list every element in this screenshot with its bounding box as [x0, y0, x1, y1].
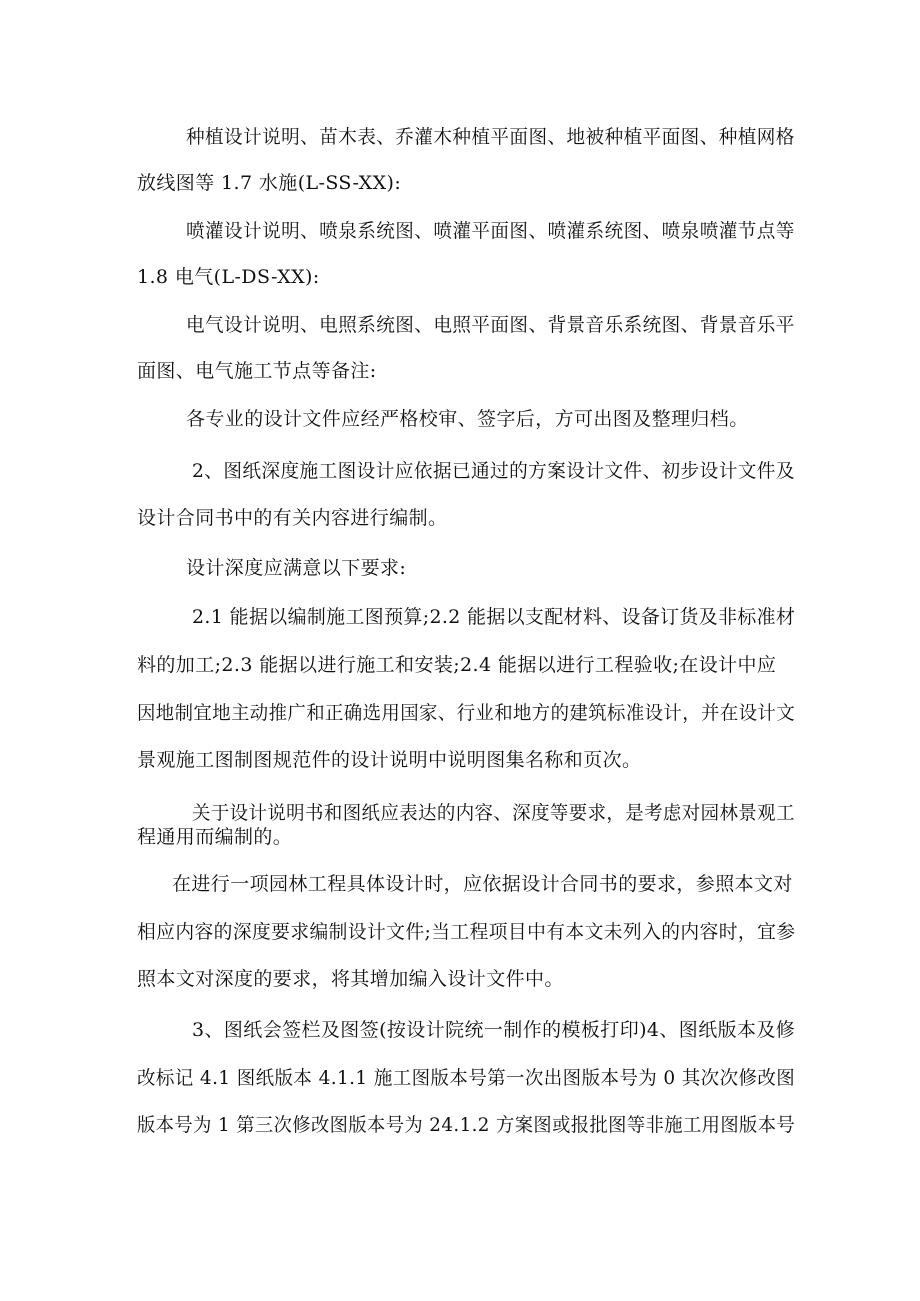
text-line: 料的加工;2.3 能据以进行施工和安装;2.4 能据以进行工程验收;在设计中应: [137, 654, 777, 676]
text-line: 设计深度应满意以下要求:: [186, 557, 407, 579]
text-line: 设计合同书中的有关内容进行编制。: [137, 507, 448, 529]
text-line: 面图、电气施工节点等备注:: [137, 360, 377, 382]
text-line: 因地制宜地主动推广和正确选用国家、行业和地方的建筑标准设计，并在设计文: [137, 702, 796, 724]
text-line: 程通用而编制的。: [137, 826, 293, 848]
text-line: 相应内容的深度要求编制设计文件;当工程项目中有本文未列入的内容时，宜参: [137, 921, 796, 943]
text-line: 2.1 能据以编制施工图预算;2.2 能据以支配材料、设备订货及非标准材: [192, 606, 796, 628]
text-line: 放线图等 1.7 水施(L-SS-XX):: [137, 172, 402, 194]
text-line: 关于设计说明书和图纸应表达的内容、深度等要求，是考虑对园林景观工: [192, 802, 795, 824]
text-line: 版本号为 1 第三次修改图版本号为 24.1.2 方案图或报批图等非施工用图版本号: [137, 1114, 796, 1136]
text-line: 种植设计说明、苗木表、乔灌木种植平面图、地被种植平面图、种植网格: [186, 126, 795, 148]
text-line: 景观施工图制图规范件的设计说明中说明图集名称和页次。: [137, 749, 642, 771]
text-line: 各专业的设计文件应经严格校审、签字后，方可出图及整理归档。: [186, 408, 749, 430]
text-line: 改标记 4.1 图纸版本 4.1.1 施工图版本号第一次出图版本号为 0 其次次修改图: [137, 1067, 796, 1089]
text-line: 2、图纸深度施工图设计应依据已通过的方案设计文件、初步设计文件及: [192, 460, 795, 482]
text-line: 1.8 电气(L-DS-XX):: [137, 266, 320, 288]
text-line: 喷灌设计说明、喷泉系统图、喷灌平面图、喷灌系统图、喷泉喷灌节点等: [186, 220, 795, 242]
text-line: 3、图纸会签栏及图签(按设计院统一制作的模板打印)4、图纸版本及修: [192, 1019, 796, 1041]
text-line: 照本文对深度的要求，将其增加编入设计文件中。: [137, 968, 564, 990]
text-line: 电气设计说明、电照系统图、电照平面图、背景音乐系统图、背景音乐平: [186, 314, 795, 336]
text-line: 在进行一项园林工程具体设计时，应依据设计合同书的要求，参照本文对: [172, 873, 793, 895]
